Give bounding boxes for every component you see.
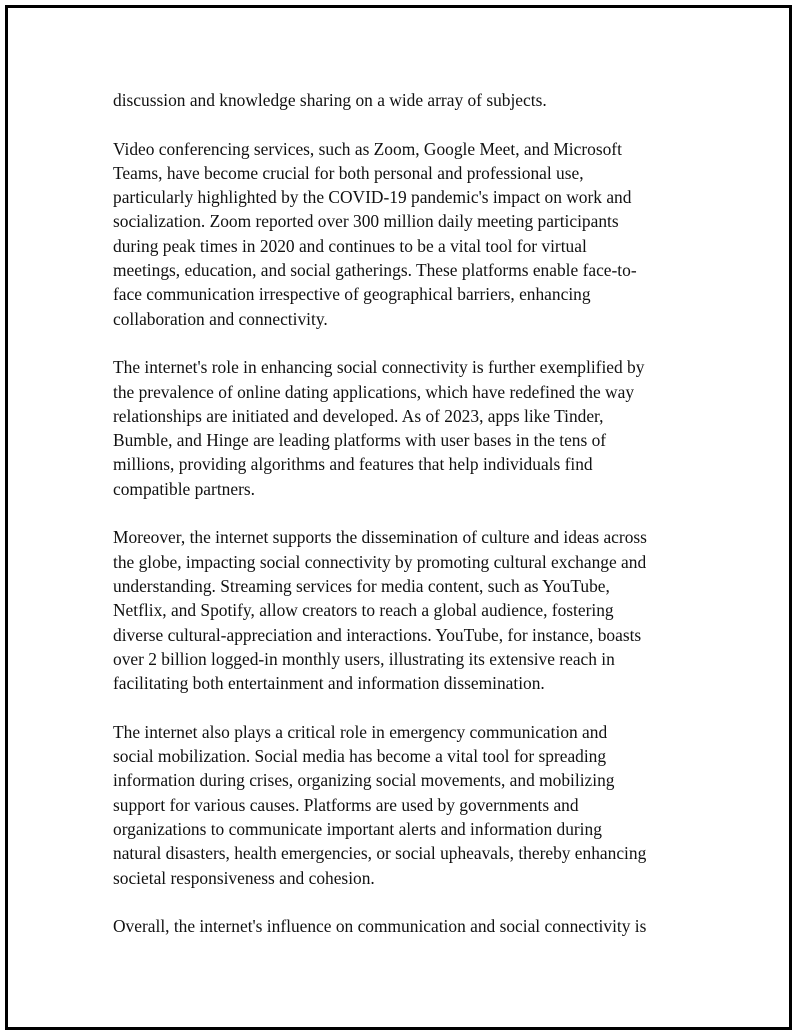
text-line: during peak times in 2020 and continues to be a vital tool for virtual: [113, 235, 587, 256]
text-line: support for various causes. Platforms are used by governments and: [113, 794, 579, 815]
text-line: collaboration and connectivity.: [113, 308, 328, 329]
text-line: the prevalence of online dating applications, which have redefined the way: [113, 381, 635, 402]
text-line: The internet's role in enhancing social connectivity is further exemplified by: [113, 357, 645, 378]
text-line: the globe, impacting social connectivity by promoting cultural exchange and: [113, 551, 647, 572]
text-line: information during crises, organizing social movements, and mobilizing: [113, 770, 615, 791]
text-line: particularly highlighted by the COVID-19 pandemic's impact on work and: [113, 187, 632, 208]
text-line: Overall, the internet's influence on communication and social connectivity is: [113, 916, 647, 937]
document-body: [113, 88, 683, 963]
text-line: meetings, education, and social gatherings. These platforms enable face-to-: [113, 260, 637, 281]
text-line: organizations to communicate important alerts and information during: [113, 818, 602, 839]
text-line: The internet also plays a critical role in emergency communication and: [113, 721, 608, 742]
text-line: Bumble, and Hinge are leading platforms with user bases in the tens of: [113, 430, 607, 451]
paragraph: [113, 88, 683, 112]
text-line: face communication irrespective of geographical barriers, enhancing: [113, 284, 591, 305]
text-line: diverse cultural-appreciation and interactions. YouTube, for instance, boasts: [113, 624, 642, 645]
text-line: societal responsiveness and cohesion.: [113, 867, 375, 888]
paragraph: [113, 914, 683, 938]
paragraph: [113, 525, 683, 695]
text-line: Video conferencing services, such as Zoom, Google Meet, and Microsoft: [113, 138, 622, 159]
text-line: compatible partners.: [113, 478, 255, 499]
text-line: millions, providing algorithms and features that help individuals find: [113, 454, 593, 475]
text-line: natural disasters, health emergencies, or social upheavals, thereby enhancing: [113, 843, 647, 864]
text-line: Moreover, the internet supports the dissemination of culture and ideas across: [113, 527, 647, 548]
text-line: social mobilization. Social media has become a vital tool for spreading: [113, 746, 607, 767]
paragraph: [113, 720, 683, 890]
text-line: relationships are initiated and developed. As of 2023, apps like Tinder,: [113, 405, 604, 426]
text-line: over 2 billion logged-in monthly users, illustrating its extensive reach in: [113, 648, 615, 669]
text-line: socialization. Zoom reported over 300 million daily meeting participants: [113, 211, 619, 232]
text-line: Netflix, and Spotify, allow creators to reach a global audience, fostering: [113, 600, 614, 621]
text-line: understanding. Streaming services for media content, such as YouTube,: [113, 575, 610, 596]
text-line: facilitating both entertainment and information dissemination.: [113, 673, 545, 694]
text-line: Teams, have become crucial for both personal and professional use,: [113, 162, 584, 183]
paragraph: [113, 355, 683, 501]
text-line: discussion and knowledge sharing on a wide array of subjects.: [113, 90, 547, 110]
paragraph: [113, 137, 683, 331]
